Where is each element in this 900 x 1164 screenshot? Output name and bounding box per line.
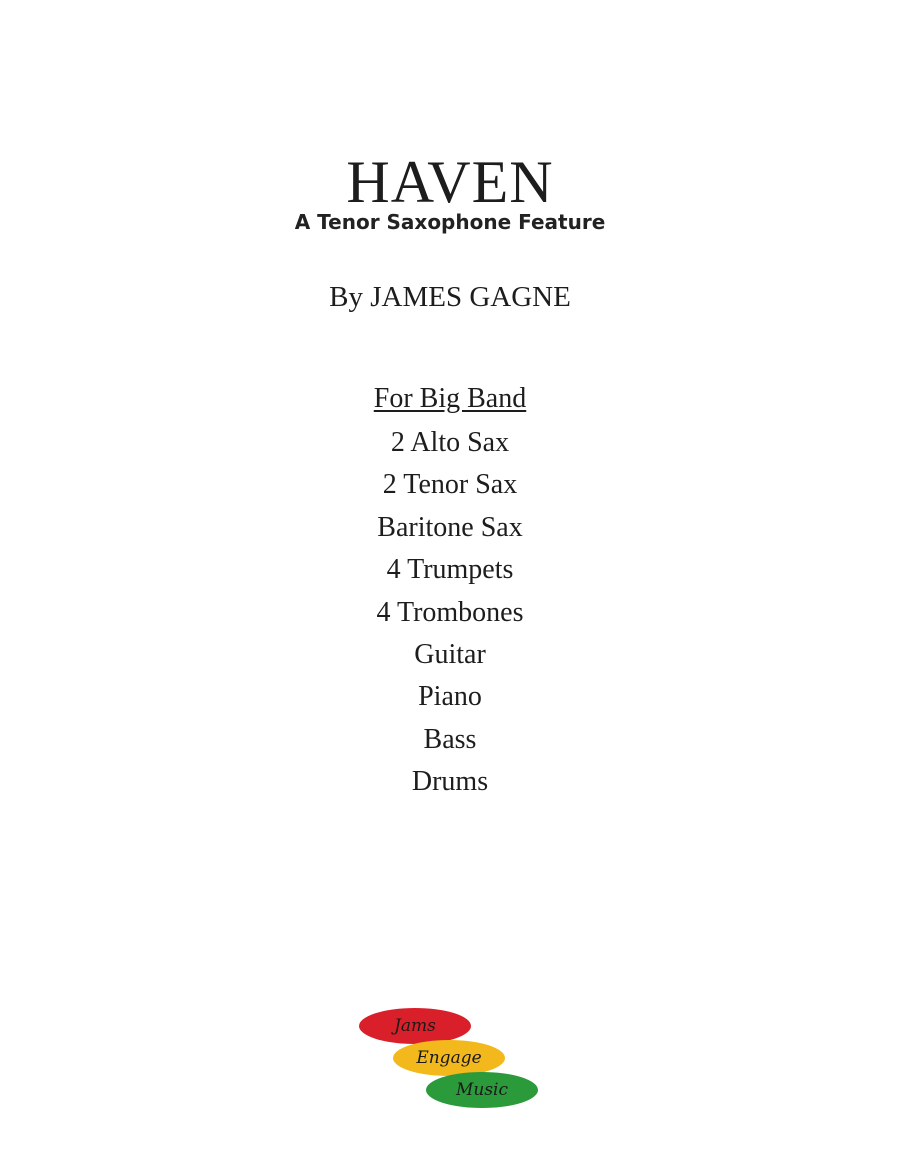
instrument-item: Piano — [418, 681, 482, 713]
logo-oval-music: Music — [426, 1072, 538, 1108]
piece-title: HAVEN — [346, 149, 554, 215]
publisher-logo — [355, 1008, 545, 1113]
piece-subtitle: A Tenor Saxophone Feature — [294, 210, 606, 234]
instrument-item: 4 Trumpets — [386, 554, 514, 586]
instrumentation-section — [0, 380, 900, 804]
instrument-item: Baritone Sax — [377, 511, 523, 543]
instrument-list — [0, 422, 900, 804]
logo-oval-engage: Engage — [393, 1040, 505, 1076]
instrument-item: 2 Tenor Sax — [382, 469, 518, 501]
instrumentation-heading-text: For Big Band — [373, 383, 527, 414]
instrument-item: Guitar — [414, 638, 486, 670]
logo-oval-jams: Jams — [359, 1008, 471, 1044]
instrument-item: Bass — [423, 723, 477, 755]
instrument-item: 4 Trombones — [376, 596, 524, 628]
composer-byline: By JAMES GAGNE — [329, 281, 571, 313]
instrument-item: Drums — [411, 766, 489, 798]
instrumentation-heading — [0, 380, 900, 422]
instrument-item: 2 Alto Sax — [390, 427, 510, 458]
